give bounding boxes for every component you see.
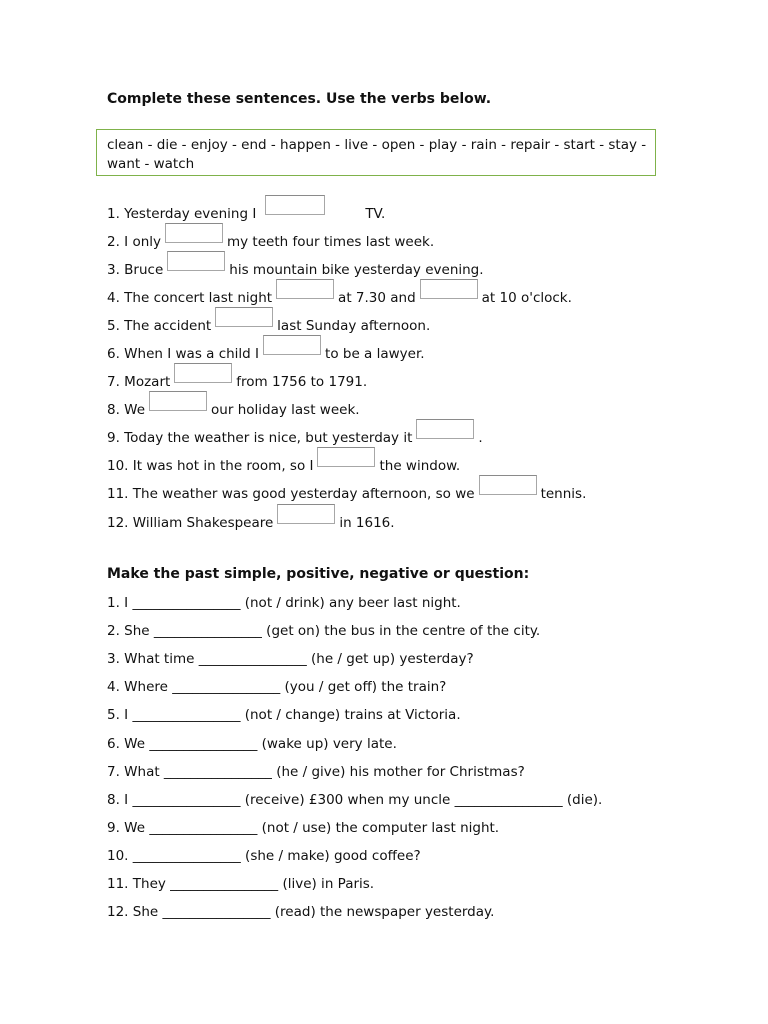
exercise1-sentence [107,195,385,223]
exercise2-sentence: 7. What ________________ (he / give) his mother for Christmas? [107,764,525,780]
exercise1-sentence [107,223,434,251]
sentence-text-after: last Sunday afternoon. [277,318,431,334]
exercise2-sentence: 5. I ________________ (not / change) trains at Victoria. [107,707,461,723]
exercise2-sentence: 3. What time ________________ (he / get up) yesterday? [107,651,474,667]
sentence-text-before: 7. Mozart [107,374,171,390]
exercise2-sentence: 10. ________________ (she / make) good coffee? [107,848,421,864]
sentence-text-after: our holiday last week. [211,402,360,418]
exercise1-sentence [107,504,395,532]
sentence-text-after: the window. [379,458,461,474]
sentence-text-middle: at 7.30 and [338,290,416,306]
exercise2-sentence: 2. She ________________ (get on) the bus in the centre of the city. [107,623,541,639]
answer-box[interactable] [165,223,223,243]
exercise2-sentence: 1. I ________________ (not / drink) any beer last night. [107,595,461,611]
sentence-text-after: TV. [365,206,386,222]
sentence-text-after: my teeth four times last week. [227,234,435,250]
sentence-text-before: 8. We [107,402,146,418]
sentence-text-after: in 1616. [339,515,395,531]
exercise1-sentence [107,447,460,475]
sentence-text-after: tennis. [540,486,587,502]
exercise2-sentence: 8. I ________________ (receive) £300 when my uncle ________________ (die). [107,792,603,808]
sentence-text-before: 10. It was hot in the room, so I [107,458,314,474]
exercise1-sentence [107,475,586,503]
sentence-text-before: 12. William Shakespeare [107,515,274,531]
sentence-text-before: 3. Bruce [107,262,164,278]
exercise2-sentence: 12. She ________________ (read) the newspaper yesterday. [107,904,495,920]
exercise2-sentence: 9. We ________________ (not / use) the computer last night. [107,820,500,836]
sentence-text-after: to be a lawyer. [325,346,425,362]
sentence-text-before: 9. Today the weather is nice, but yesterday it [107,430,413,446]
answer-box[interactable] [263,335,321,355]
verb-list-box [96,129,656,176]
answer-box[interactable] [215,307,273,327]
answer-box[interactable] [276,279,334,299]
sentence-text-before: 2. I only [107,234,161,250]
sentence-text-after: at 10 o'clock. [481,290,572,306]
answer-box[interactable] [174,363,232,383]
sentence-text-after: . [478,430,483,446]
sentence-text-after: his mountain bike yesterday evening. [229,262,484,278]
sentence-text-before: 1. Yesterday evening I [107,206,257,222]
sentence-text-before: 11. The weather was good yesterday afternoon, so we [107,486,475,502]
section1-heading: Complete these sentences. Use the verbs below. [107,91,492,107]
exercise2-sentence: 6. We ________________ (wake up) very late. [107,736,397,752]
exercise1-sentence [107,335,425,363]
sentence-text-before: 4. The concert last night [107,290,273,306]
sentence-text-before: 5. The accident [107,318,212,334]
section2-heading: Make the past simple, positive, negative or question: [107,566,530,582]
exercise1-sentence [107,391,360,419]
answer-box[interactable] [167,251,225,271]
answer-box[interactable] [317,447,375,467]
exercise1-sentence [107,251,484,279]
exercise1-sentence [107,307,430,335]
answer-box[interactable] [416,419,474,439]
answer-box[interactable] [149,391,207,411]
answer-box[interactable] [479,475,537,495]
exercise2-sentence: 11. They ________________ (live) in Paris. [107,876,375,892]
sentence-text-after: from 1756 to 1791. [236,374,368,390]
answer-box[interactable] [265,195,325,215]
sentence-text-before: 6. When I was a child I [107,346,260,362]
exercise1-sentence [107,279,572,307]
answer-box[interactable] [420,279,478,299]
exercise2-sentence: 4. Where ________________ (you / get off) the train? [107,679,447,695]
verb-list: clean - die - enjoy - end - happen - live - open - play - rain - repair - start - stay - want - watch [107,137,647,172]
answer-box[interactable] [277,504,335,524]
exercise1-sentence [107,419,483,447]
exercise1-sentence [107,363,367,391]
